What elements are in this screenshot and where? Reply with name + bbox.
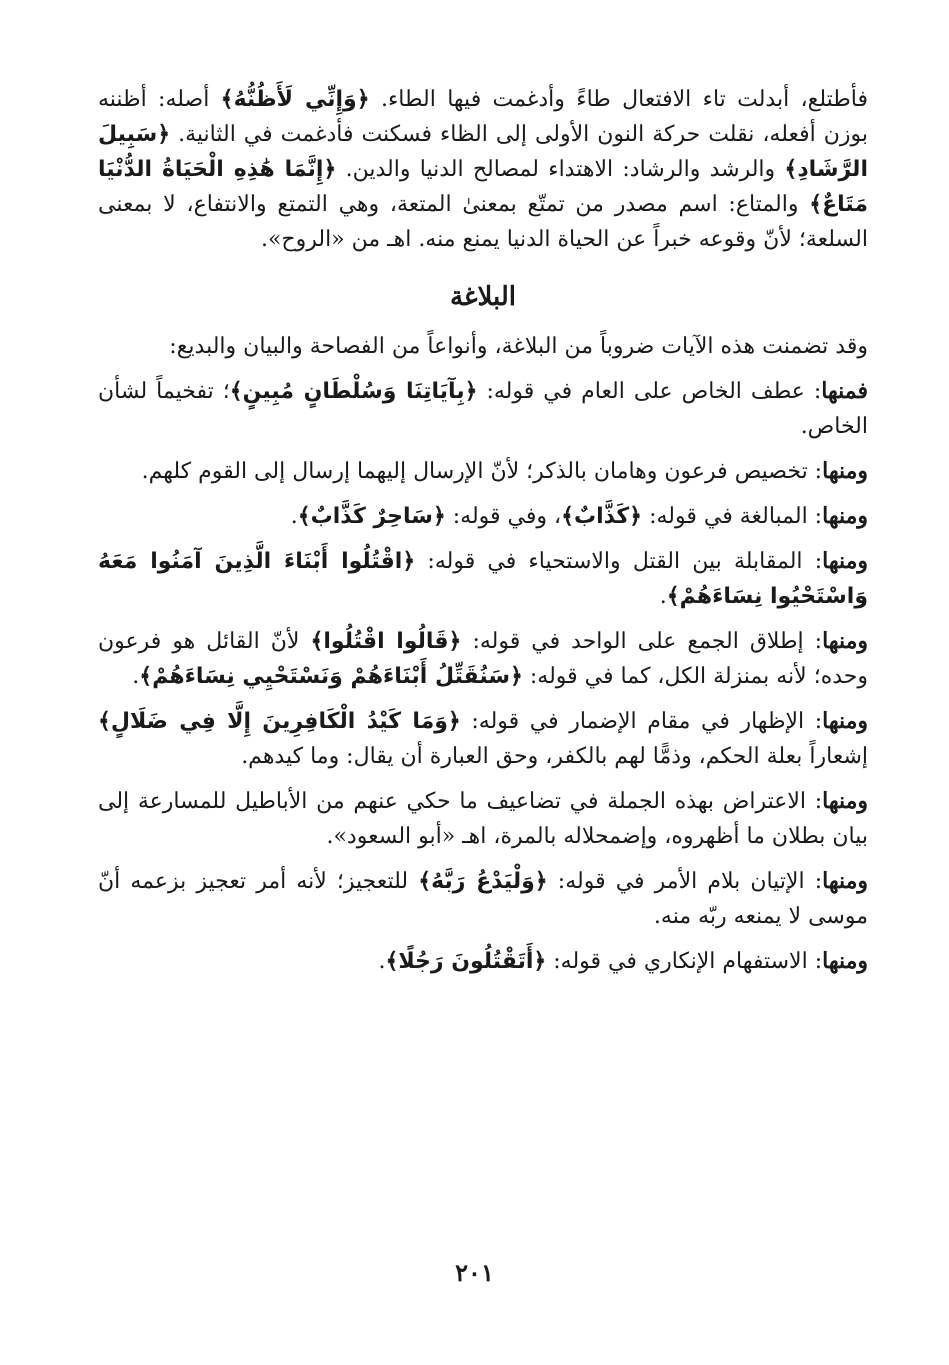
item-lead: ومنها <box>822 868 868 894</box>
item-text: ؛ تفخيماً لشأن الخاص. <box>98 379 868 439</box>
item-text: : الاعتراض بهذه الجملة في تضاعيف ما حكي عنهم من الأباطيل للمسارعة إلى بيان بطلان ما أظهروه، وإضمحلاله بالمرة، اهـ «أبو السعود». <box>98 789 868 849</box>
rhetoric-item <box>98 784 868 854</box>
rhetoric-item <box>98 544 868 614</box>
page-number: ٢٠١ <box>455 1258 494 1287</box>
rhetoric-item <box>98 499 868 534</box>
item-text: : الإتيان بلام الأمر في قوله: <box>547 869 823 894</box>
item-text: . <box>659 584 667 609</box>
rhetoric-item <box>98 944 868 979</box>
quran-quote: ﴿وَإِنِّي لَأَظُنُّهُ﴾ <box>220 87 370 112</box>
item-text: . <box>378 949 386 974</box>
quran-quote: ﴿بِآيَاتِنَا وَسُلْطَانٍ مُبِينٍ﴾ <box>229 379 478 404</box>
item-text: ، وفي قوله: <box>445 504 562 529</box>
rhetoric-item <box>98 624 868 694</box>
item-text: إشعاراً بعلة الحكم، وذمًّا لهم بالكفر، وحق العبارة أن يقال: وما كيدهم. <box>241 744 868 769</box>
item-lead: ومنها <box>822 548 869 574</box>
rhetoric-item <box>98 454 868 489</box>
item-text: : عطف الخاص على العام في قوله: <box>477 379 822 404</box>
quran-quote: ﴿سَبِيلَ الرَّشَادِ﴾ <box>98 122 868 182</box>
item-lead: ومنها <box>822 788 868 814</box>
quran-quote: ﴿كَذَّابٌ﴾ <box>561 504 643 529</box>
quran-quote: ﴿أَتَقْتُلُونَ رَجُلًا﴾ <box>385 949 547 974</box>
item-lead: ومنها <box>822 708 869 734</box>
intro-text-1: فأطتلع، أبدلت تاء الافتعال طاءً وأدغمت فيها الطاء. <box>369 87 868 112</box>
item-text: للتعجيز؛ لأنه أمر تعجيز بزعمه أنّ موسى لا يمنعه ربّه منه. <box>98 869 868 929</box>
quran-quote: ﴿قَالُوا اقْتُلُوا﴾ <box>310 629 462 654</box>
quran-quote: ﴿وَلْيَدْعُ رَبَّهُ﴾ <box>418 869 548 894</box>
intro-paragraph <box>98 82 868 257</box>
item-lead: ومنها <box>822 503 868 529</box>
item-lead: ومنها <box>822 458 868 484</box>
item-text: : المقابلة بين القتل والاستحياء في قوله: <box>415 549 823 574</box>
item-text: . <box>290 504 298 529</box>
quran-quote: ﴿سَنُقَتِّلُ أَبْنَاءَهُمْ وَنَسْتَحْيِي نِسَاءَهُمْ﴾ <box>139 664 523 689</box>
intro-text-2: أصله: أظننه بوزن أفعله، نقلت حركة النون الأولى إلى الظاء فسكنت فأدغمت في الثانية. <box>98 87 868 147</box>
rhetoric-item <box>98 704 868 774</box>
item-text: : تخصيص فرعون وهامان بالذكر؛ لأنّ الإرسال إليهما إرسال إلى القوم كلهم. <box>141 459 823 484</box>
item-lead: ومنها <box>822 948 868 974</box>
quran-quote: ﴿اقْتُلُوا أَبْنَاءَ الَّذِينَ آمَنُوا مَعَهُ وَاسْتَحْيُوا نِسَاءَهُمْ﴾ <box>98 549 868 609</box>
item-text: : المبالغة في قوله: <box>642 504 823 529</box>
rhetoric-item <box>98 374 868 444</box>
intro-text-4: والمتاع: اسم مصدر من تمتّع بمعنىٰ المتعة، وهي التمتع والانتفاع، لا بمعنى السلعة؛ لأنّ وقوعه خبراً عن الحياة الدنيا يمنع منه. اهـ من «الروح». <box>98 192 868 252</box>
item-text: لأنّ القائل هو فرعون وحده؛ لأنه بمنزلة الكل، كما في قوله: <box>98 629 868 689</box>
intro-text-3: والرشد والرشاد: الاهتداء لمصالح الدنيا والدين. <box>336 157 785 182</box>
item-text: : إطلاق الجمع على الواحد في قوله: <box>461 629 823 654</box>
page-body <box>98 82 868 989</box>
section-heading: البلاغة <box>449 282 517 312</box>
item-lead: ومنها <box>822 628 868 654</box>
quran-quote: ﴿سَاحِرٌ كَذَّابٌ﴾ <box>297 504 446 529</box>
item-text: : الإظهار في مقام الإضمار في قوله: <box>460 709 823 734</box>
item-text: : الاستفهام الإنكاري في قوله: <box>546 949 823 974</box>
opening-paragraph: وقد تضمنت هذه الآيات ضروباً من البلاغة، وأنواعاً من الفصاحة والبيان والبديع: <box>169 334 868 359</box>
rhetoric-item <box>98 864 868 934</box>
quran-quote: ﴿وَمَا كَيْدُ الْكَافِرِينَ إِلَّا فِي ضَلَالٍ﴾ <box>98 709 461 734</box>
item-lead: فمنها <box>821 378 868 404</box>
quran-quote: ﴿إِنَّمَا هَٰذِهِ الْحَيَاةُ الدُّنْيَا مَتَاعٌ﴾ <box>98 157 868 217</box>
item-text: . <box>132 664 140 689</box>
